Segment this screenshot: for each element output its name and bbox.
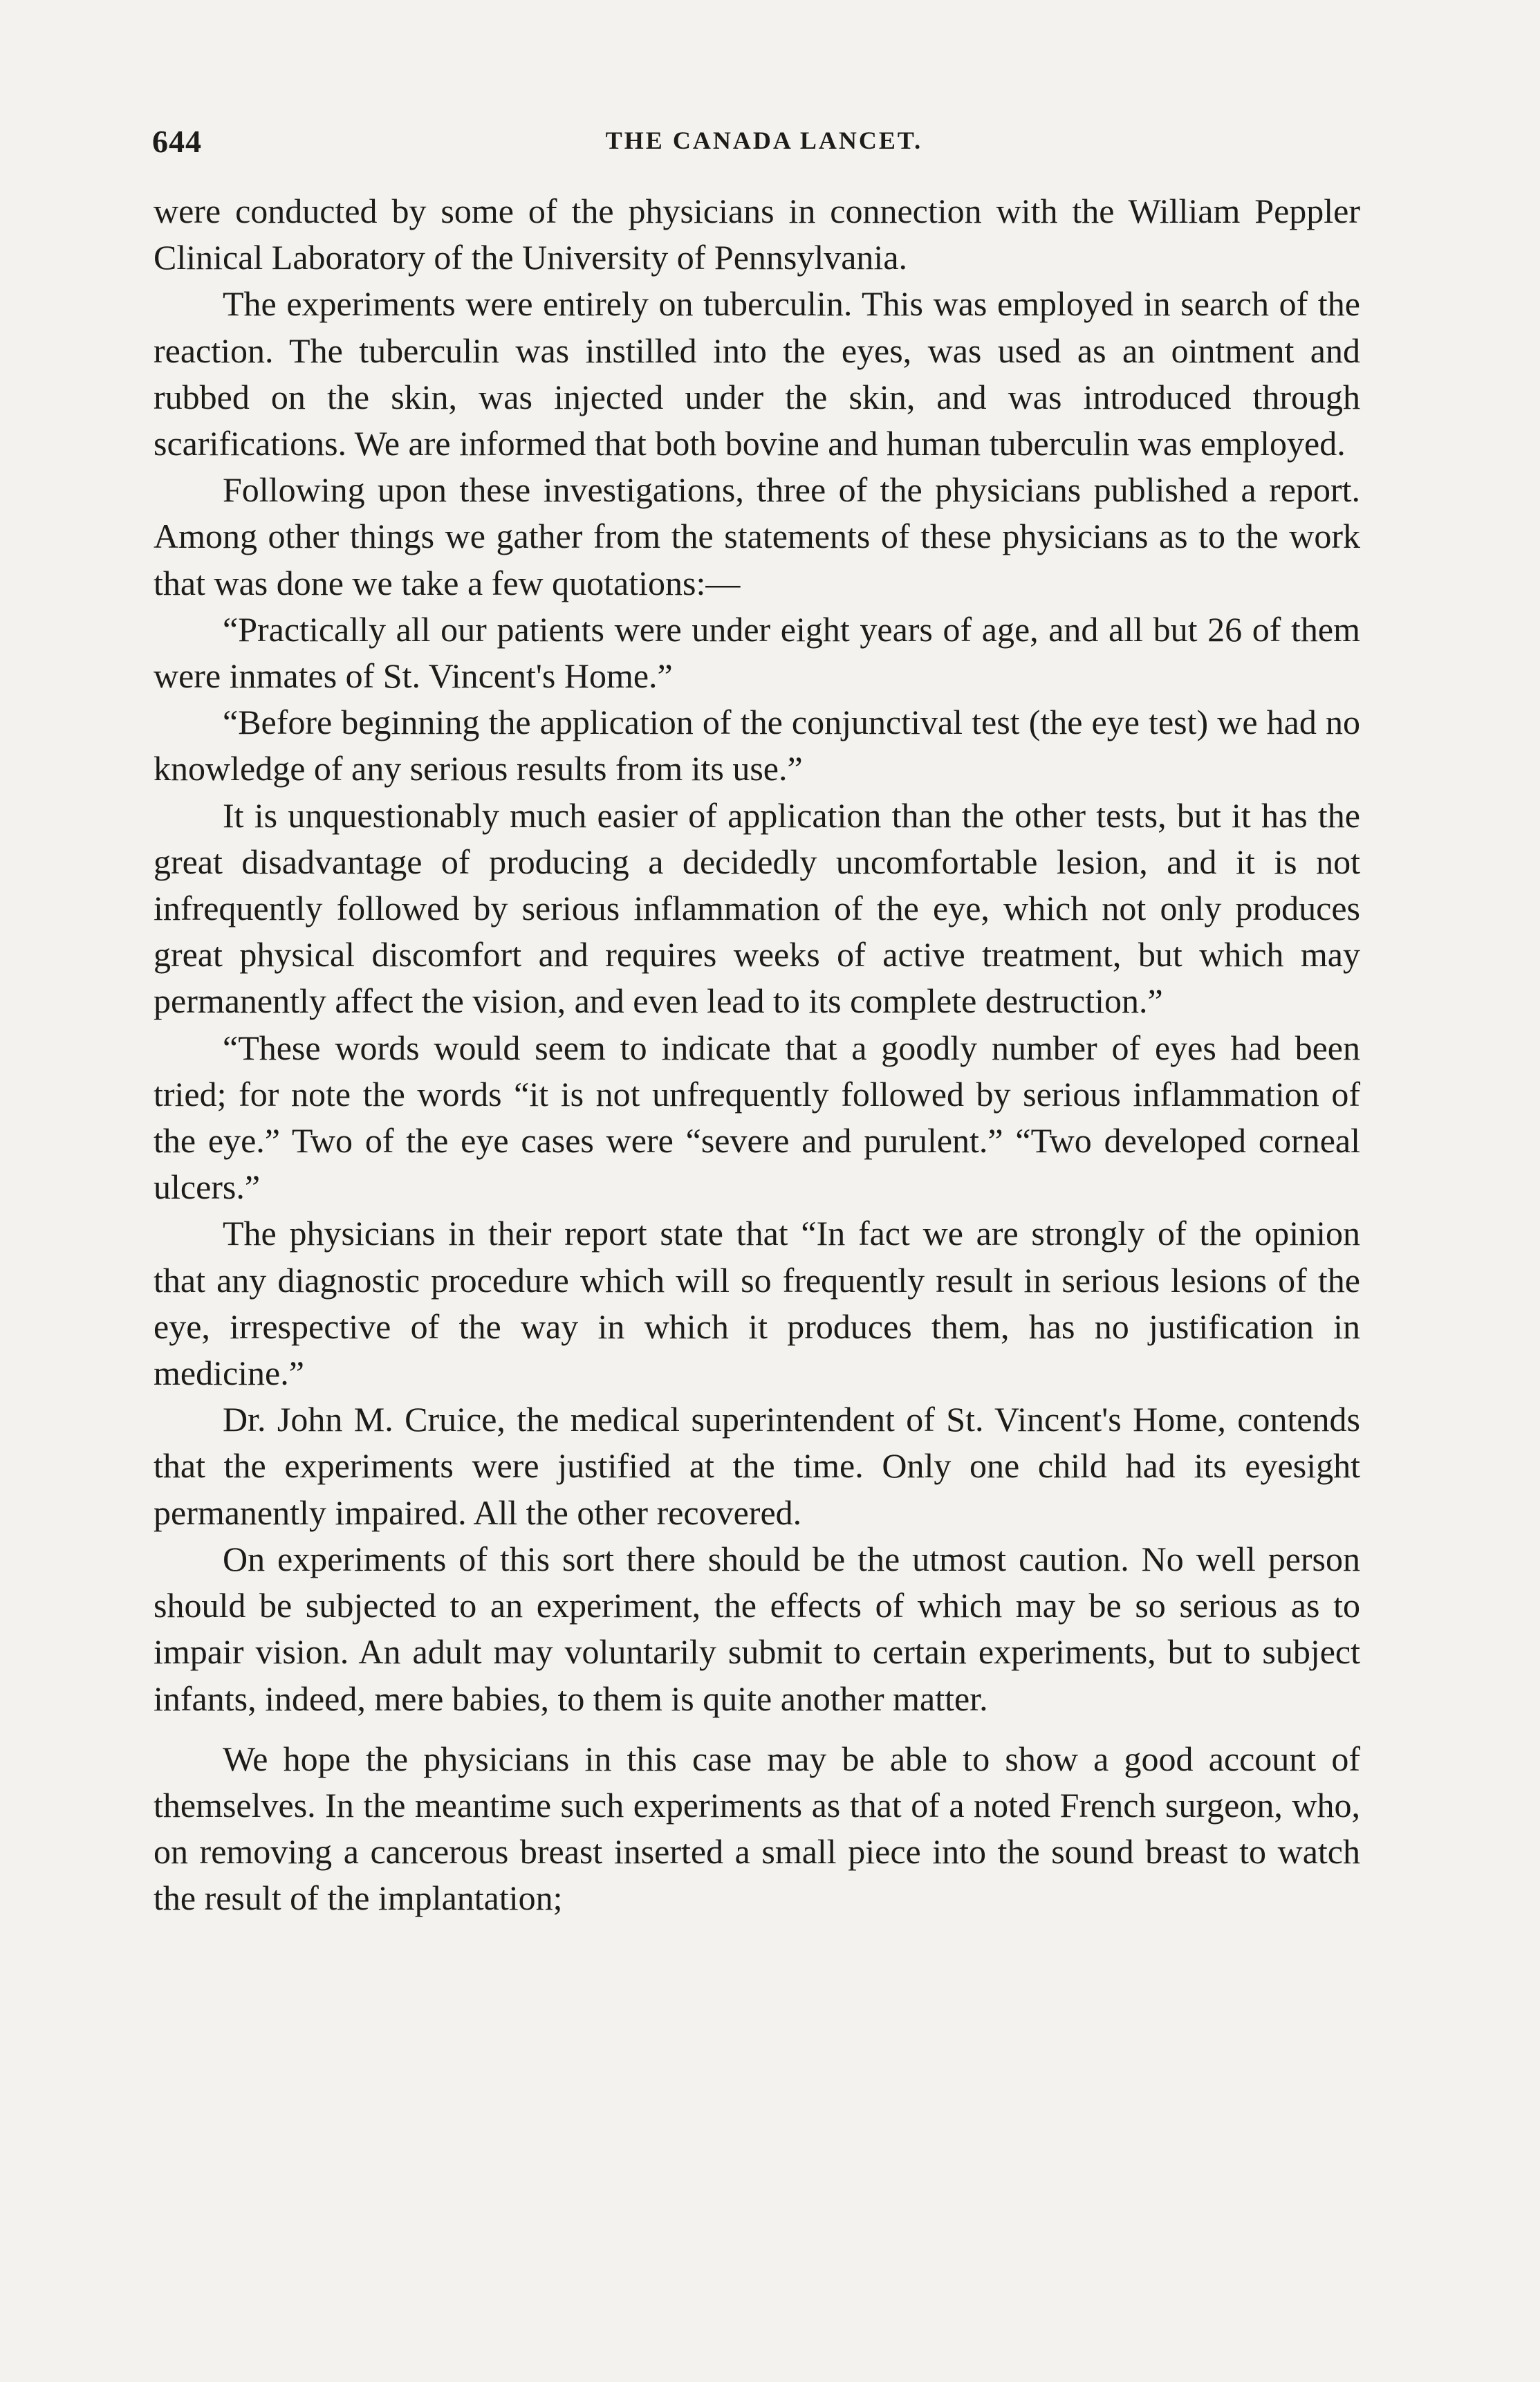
paragraph-8: The physicians in their report state that “In fact we are strongly of the opinion that any diagnostic procedure which will so frequently result in serious lesions of the eye, irrespective of the way in which it produces them, has no justification in medicine.” [154,1214,1360,1393]
page-number: 644 [152,124,202,159]
paragraph-10: On experiments of this sort there should be the utmost caution. No well person should be subjected to an experiment, the effects of which may be so serious as to impair vision. An adult may voluntarily submit to certain experiments, but to subject infants, indeed, mere babies, to them is quite another matter. [154,1539,1360,1718]
paragraph-9: Dr. John M. Cruice, the medical superintendent of St. Vincent's Home, contends that the experiments were justified at the time. Only one child had its eyesight permanently impaired. All the other recovered. [154,1400,1360,1532]
paragraph-5: “Before beginning the application of the conjunctival test (the eye test) we had no knowledge of any serious results from its use.” [154,703,1360,788]
paragraph-4: “Practically all our patients were under eight years of age, and all but 26 of them were inmates of St. Vincent's Home.” [154,609,1360,696]
paragraph-11: We hope the physicians in this case may be able to show a good account of themselves. In the meantime such experiments as that of a noted French surgeon, who, on removing a cancerous breast inserted a small piece into the sound breast to watch the result of the implantation; [154,1739,1360,1918]
paragraph-2: The experiments were entirely on tuberculin. This was employed in search of the reaction. The tuberculin was instilled into the eyes, was used as an ointment and rubbed on the skin, was injected under the skin, and was introduced through scarifications. We are informed that both bovine and human tuberculin was employed. [154,284,1360,463]
journal-title: THE CANADA LANCET. [605,127,923,154]
running-head [152,123,1376,172]
paragraph-3: Following upon these investigations, three of the physicians published a report. Among other things we gather from the statements of these physicians as to the work that was done we take a few quotations:— [154,470,1360,602]
paragraph-6: It is unquestionably much easier of application than the other tests, but it has the great disadvantage of producing a decidedly uncomfortable lesion, and it is not infrequently followed by serious inflammation of the eye, which not only produces great physical discomfort and requires weeks of active treatment, but which may permanently affect the vision, and even lead to its complete destruction.” [154,795,1360,1021]
paragraph-7: “These words would seem to indicate that a goodly number of eyes had been tried; for note the words “it is not unfrequently followed by serious inflammation of the eye.” Two of the eye cases were “severe and purulent.” “Two developed corneal ulcers.” [154,1028,1360,1207]
paragraph-1: were conducted by some of the physicians in connection with the William Peppler Clinical Laboratory of the University of Pennsylvania. [154,192,1360,277]
article-body [154,188,1360,1922]
